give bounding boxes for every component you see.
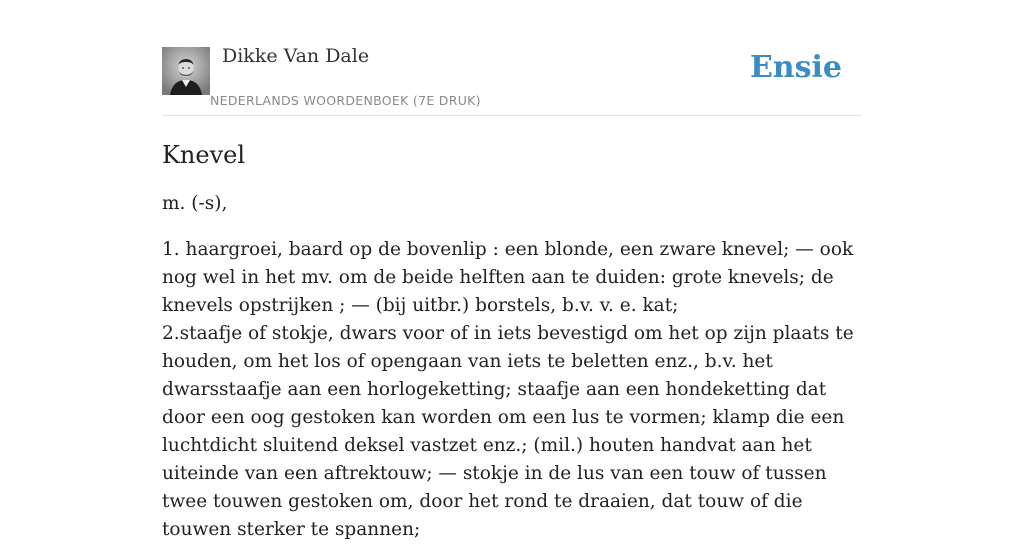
entry-grammar: m. (-s), — [162, 193, 228, 214]
brand-logo[interactable]: Ensie — [749, 50, 842, 85]
author-avatar[interactable] — [162, 47, 210, 95]
definition-sense: 2.staafje of stokje, dwars voor of in iets bevestigd om het op zijn plaats te houden, om het los of opengaan van iets te beletten enz., b.v. het dwarsstaafje aan een horlogeketting; staafje aan een hondeketting dat door een oog gestoken kan worden om een lus te vormen; klamp die een luchtdicht sluitend deksel vastzet enz.; (mil.) houten handvat aan het uiteinde van een aftrektouw; — stokje in de lus van een touw of tussen twee touwen gestoken om, door het rond te draaien, dat touw of die touwen sterker te spannen; — [162, 323, 854, 540]
source-subtitle[interactable]: NEDERLANDS WOORDENBOEK (7E DRUK) — [210, 93, 481, 108]
site-header — [162, 0, 862, 116]
entry-content — [162, 138, 864, 544]
portrait-avatar-icon — [162, 47, 210, 95]
entry-headword: Knevel — [162, 141, 246, 169]
definition-sense: 1. haargroei, baard op de bovenlip : een blonde, een zware knevel; — ook nog wel in het mv. om de beide helften aan te duiden: grote knevels; de knevels opstrijken ; — (bij uitbr.) borstels, b.v. v. e. kat; — [162, 239, 854, 316]
entry-definition — [162, 236, 864, 544]
author-name[interactable]: Dikke Van Dale — [222, 45, 370, 67]
